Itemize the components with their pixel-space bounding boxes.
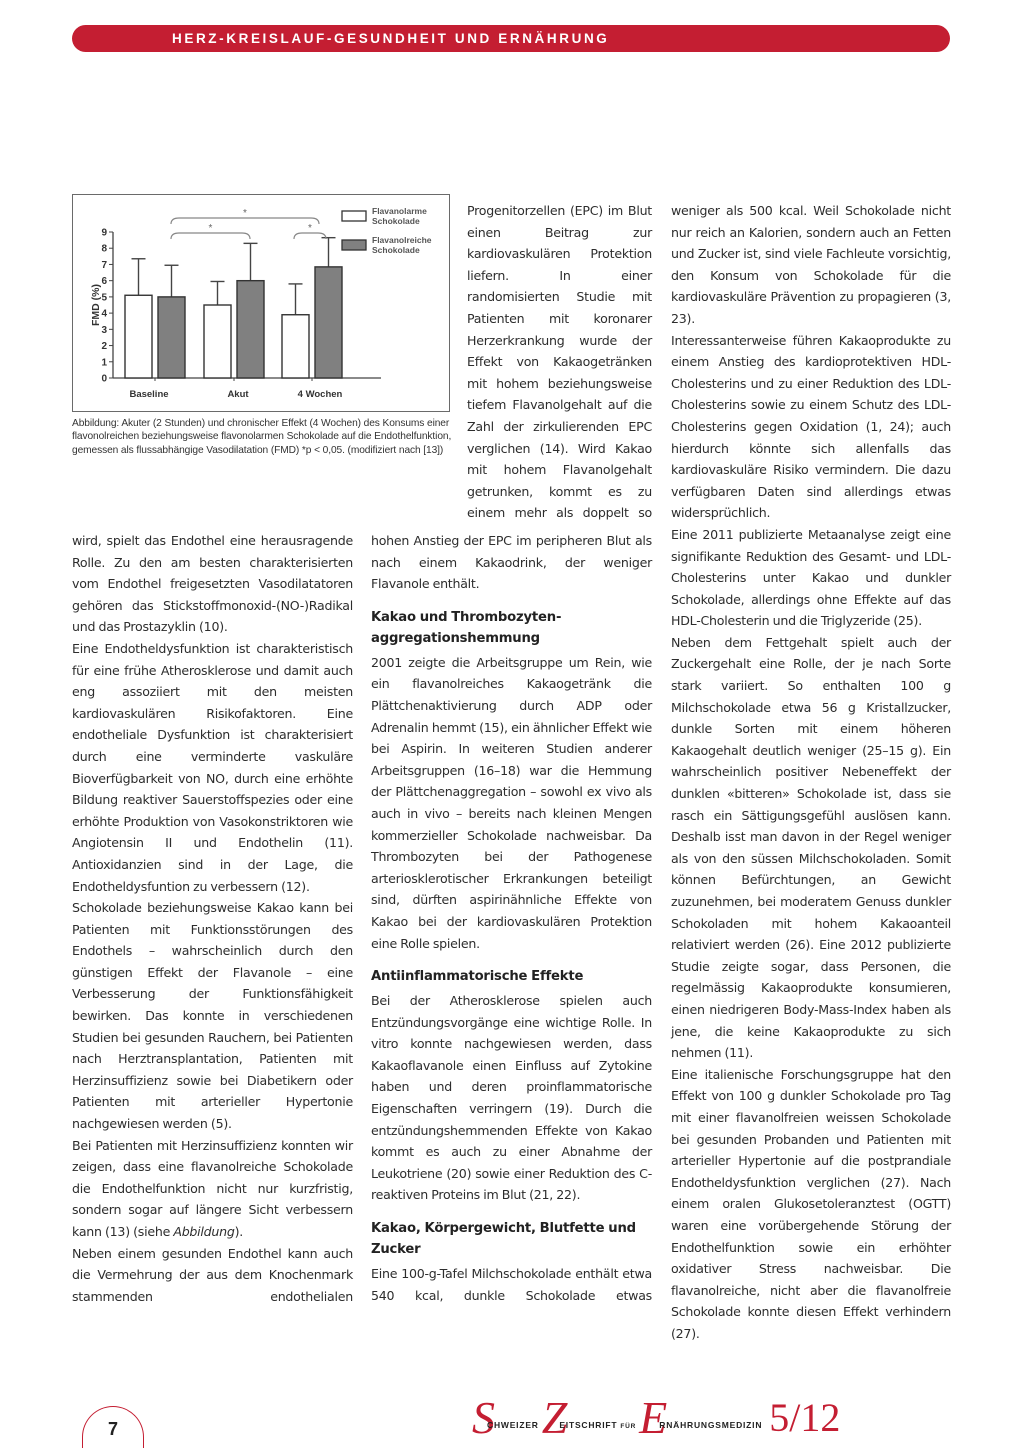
y-tick-label: 7	[101, 259, 107, 271]
paragraph: 2001 zeigte die Arbeitsgruppe um Rein, wie ein flavanolreiches Kakaogetränk die Plättchenaktivierung durch ADP oder Adrenalin hemmt (15), ein ähnlicher Effekt wie bei Aspirin. In weiteren Studien anderer Arbeitsgruppen (16–18) war die Hemmung der Plättchenaggregation – sowohl ex vivo als auch in vivo – bereits nach kleinen Mengen kommerzieller Schokolade nachweisbar. Da Thrombozyten bei der Pathogenese arteriosklerotischer Erkrankungen beteiligt sind, dürften aspirinähnliche Effekte von Kakao bei der kardiovaskulären Protektion eine Rolle spielen.	[371, 654, 652, 951]
paragraph: Interessanterweise führen Kakaoprodukte zu einem Anstieg des kardioprotektiven HDL-Cholesterins und zu einer Reduktion des LDL-Cholesterins sowie zu einem Schutz des LDL-Cholesterins gegen Oxidation (1, 24); auch hierdurch könnte sich allenfalls das kardiovaskuläre Risiko vermindern. Die dazu verfügbaren Daten sind allerdings etwas widersprüchlich.	[671, 332, 951, 521]
journal-logo	[472, 1392, 841, 1443]
paragraph: weniger als 500 kcal. Weil Schokolade nicht nur reich an Kalorien, sondern auch an Fetten und Zucker ist, sind viele Fachleute vorsichtig, den Konsum von Schokolade für die kardiovaskuläre Prävention zu propagieren (3, 23).	[671, 203, 951, 326]
logo-word: EITSCHRIFT	[559, 1420, 618, 1430]
paragraph: Bei der Atherosklerose spielen auch Entzündungsvorgänge eine wichtige Rolle. In vitro konnte nachgewiesen werden, dass Kakaoflavanole einen Einfluss auf Zytokine haben und deren proinflammatorische Eigenschaften verringern (19). Durch die entzündungshemmenden Effekte von Kakao kommt es auch zu einer Abnahme der Leukotriene (20) sowie einer Reduktion des C-reaktiven Proteins im Blut (21, 22).	[371, 993, 652, 1203]
paragraph: Progenitorzellen (EPC) im Blut einen Beitrag zur kardiovaskulären Protektion liefern. In einer randomisierten Studie mit Patienten mit koronarer Herzerkrankung wurde der Effekt von Kakaogetränken mit hohem beziehungsweise tiefem Flavanolgehalt auf die Zahl der zirkulierenden EPC verglichen (14). Wird Kakao mit hohem Flavanolgehalt getrunken, kommt es zu einem mehr als doppelt so	[467, 203, 652, 521]
figure-fmd-chart	[72, 194, 450, 412]
legend-label: Schokolade	[372, 245, 420, 255]
logo-word: RNÄHRUNGSMEDIZIN	[659, 1420, 763, 1430]
bar	[237, 281, 264, 378]
paragraph: Eine 100-g-Tafel Milchschokolade enthält etwa 540 kcal, dunkle Schokolade etwas	[371, 1266, 652, 1303]
bar	[315, 267, 342, 378]
column-2-top	[467, 200, 652, 524]
logo-word: FÜR	[620, 1423, 637, 1430]
legend-label: Flavanolarme	[372, 206, 427, 216]
y-tick-label: 3	[101, 324, 107, 336]
bar	[125, 295, 152, 378]
logo-letter-s: S	[472, 1392, 493, 1443]
legend-swatch	[342, 211, 366, 221]
y-tick-label: 0	[101, 373, 107, 385]
paragraph: Eine Endotheldysfunktion ist charakteristisch für eine frühe Atherosklerose und damit auch eng assoziiert mit den meisten kardiovaskulären Risikofaktoren. Eine endotheliale Dysfunktion ist charakterisiert durch eine verminderte vaskuläre Bioverfügbarkeit von NO, durch eine erhöhte Bildung reaktiver Sauerstoffspezies oder eine erhöhte Produktion von Vasokonstriktoren wie Angiotensin II und Endothelin (11). Antioxidanzien sind in der Lage, die Endotheldysfuntion zu verbessern (12).	[72, 640, 353, 894]
section-heading: Antiinflammatorische Effekte	[371, 969, 584, 985]
paragraph: Neben dem Fettgehalt spielt auch der Zuckergehalt eine Rolle, der je nach Sorte stark variiert. So enthalten 100 g Milchschokolade etwa 56 g Kristallzucker, dunkle Sorten mit einem höheren Kakaogehalt deutlich weniger (25–15 g). Ein wahrscheinlich positiver Nebeneffekt der dunklen «bitteren» Schokolade ist, dass sie rasch ein Sättigungsgefühl auslösen kann. Deshalb isst man davon in der Regel weniger als von den süssen Milchschokoladen. Somit können Befürchtungen, an Gewicht zuzunehmen, bei moderatem Genuss dunkler Schokoladen mit hohem Kakaoanteil relativiert werden (26). Eine 2012 publizierte Studie zeigte sogar, dass Personen, die regelmässig Kakaoprodukte konsumieren, einen niedrigeren Body-Mass-Index haben als jene, die keine Kakaoprodukte zu sich nehmen (11).	[671, 634, 951, 1061]
bar	[282, 315, 309, 378]
bar	[158, 297, 185, 378]
bar	[204, 305, 231, 378]
bar-chart	[73, 195, 451, 413]
paragraph	[72, 1135, 353, 1243]
section-title: HERZ-KREISLAUF-GESUNDHEIT UND ERNÄHRUNG	[172, 31, 610, 46]
issue-number: 5/12	[769, 1395, 841, 1440]
y-tick-label: 6	[101, 276, 107, 288]
column-1	[72, 530, 353, 1307]
x-tick-label: Akut	[227, 389, 249, 400]
y-tick-label: 4	[101, 308, 107, 320]
legend-swatch	[342, 240, 366, 250]
paragraph: wird, spielt das Endothel eine herausragende Rolle. Zu den am besten charakterisierten vom Endothel freigesetzten Vasodilatatoren gehören das Stickstoffmonoxid-(NO-)Radikal und das Prostazyklin (10).	[72, 533, 353, 635]
paragraph-text: ).	[234, 1224, 244, 1239]
paragraph: hohen Anstieg der EPC im peripheren Blut als nach einem Kakaodrink, der weniger Flavanole enthält.	[371, 533, 652, 592]
section-header-bar	[72, 25, 950, 52]
svg-text:*: *	[208, 223, 213, 234]
figure-caption: Abbildung: Akuter (2 Stunden) und chronischer Effekt (4 Wochen) des Konsums einer flavonolreichen beziehungsweise flavonolarmen Schokolade auf die Endothelfunktion, gemessen als flussabhängige Vasodilatation (FMD) *p < 0,05. (modifiziert nach [13])	[72, 418, 452, 456]
svg-text:*: *	[243, 208, 247, 219]
y-tick-label: 1	[101, 357, 107, 369]
svg-text:*: *	[308, 223, 312, 234]
y-tick-label: 5	[101, 292, 107, 304]
legend-label: Flavanolreiche	[372, 235, 432, 245]
paragraph: Eine 2011 publizierte Metaanalyse zeigt eine signifikante Reduktion des Gesamt- und LDL-Cholesterins unter Kakao und dunkler Schokolade, allerdings ohne Effekte auf das HDL-Cholesterin und die Triglyzeride (25).	[671, 526, 951, 629]
y-tick-label: 9	[101, 227, 107, 239]
logo-letter-e: E	[639, 1392, 666, 1443]
y-tick-label: 8	[101, 243, 107, 255]
paragraph: Eine italienische Forschungsgruppe hat den Effekt von 100 g dunkler Schokolade pro Tag mit einer flavanolfreien weissen Schokolade bei gesunden Probanden und Patienten mit arterieller Hypertonie auf die postprandiale Endotheldysfunktion verglichen (27). Nach einem oralen Glukosetoleranztest (OGTT) waren eine vorübergehende Störung der Endothelfunktion sowie ein erhöhter oxidativer Stress nachweisbar. Die flavanolreiche, nicht aber die flavanolfreie Schokolade konnte diesen Effekt verhindern (27).	[671, 1066, 951, 1341]
legend-label: Schokolade	[372, 216, 420, 226]
column-2	[371, 530, 652, 1306]
y-tick-label: 2	[101, 341, 107, 353]
x-tick-label: Baseline	[129, 389, 169, 400]
paragraph: Neben einem gesunden Endothel kann auch die Vermehrung der aus dem Knochenmark stammenden endothelialen	[72, 1245, 353, 1304]
column-3	[671, 200, 951, 1344]
section-heading: Kakao und Thrombozyten-aggregationshemmung	[371, 609, 562, 646]
x-tick-label: 4 Wochen	[297, 389, 343, 400]
page-number-tab	[82, 1406, 144, 1448]
y-axis-label: FMD (%)	[90, 284, 102, 326]
page-number: 7	[107, 1419, 118, 1439]
paragraph: Schokolade beziehungsweise Kakao kann bei Patienten mit Funktionsstörungen des Endothels – wahrscheinlich durch den günstigen Effekt der Flavanole – eine Verbesserung der Funktionsfähigkeit bewirken. Das konnte in verschiedenen Studien bei gesunden Rauchern, bei Patienten nach Herztransplantation, Patienten mit Herzinsuffizienz sowie bei Diabetikern oder Patienten mit arterieller Hypertonie nachgewiesen werden (5).	[72, 900, 353, 1132]
logo-word: CHWEIZER	[487, 1420, 539, 1430]
logo-letter-z: Z	[541, 1392, 566, 1443]
section-heading: Kakao, Körpergewicht, Blutfette und Zucker	[371, 1221, 636, 1258]
figure-reference: Abbildung	[173, 1224, 235, 1239]
paragraph-text: Bei Patienten mit Herzinsuffizienz konnten wir zeigen, dass eine flavanolreiche Schokolade die Endothelfunktion nicht nur kurzfristig, sondern sogar auf längere Sicht verbessern kann (13) (siehe	[72, 1137, 353, 1239]
